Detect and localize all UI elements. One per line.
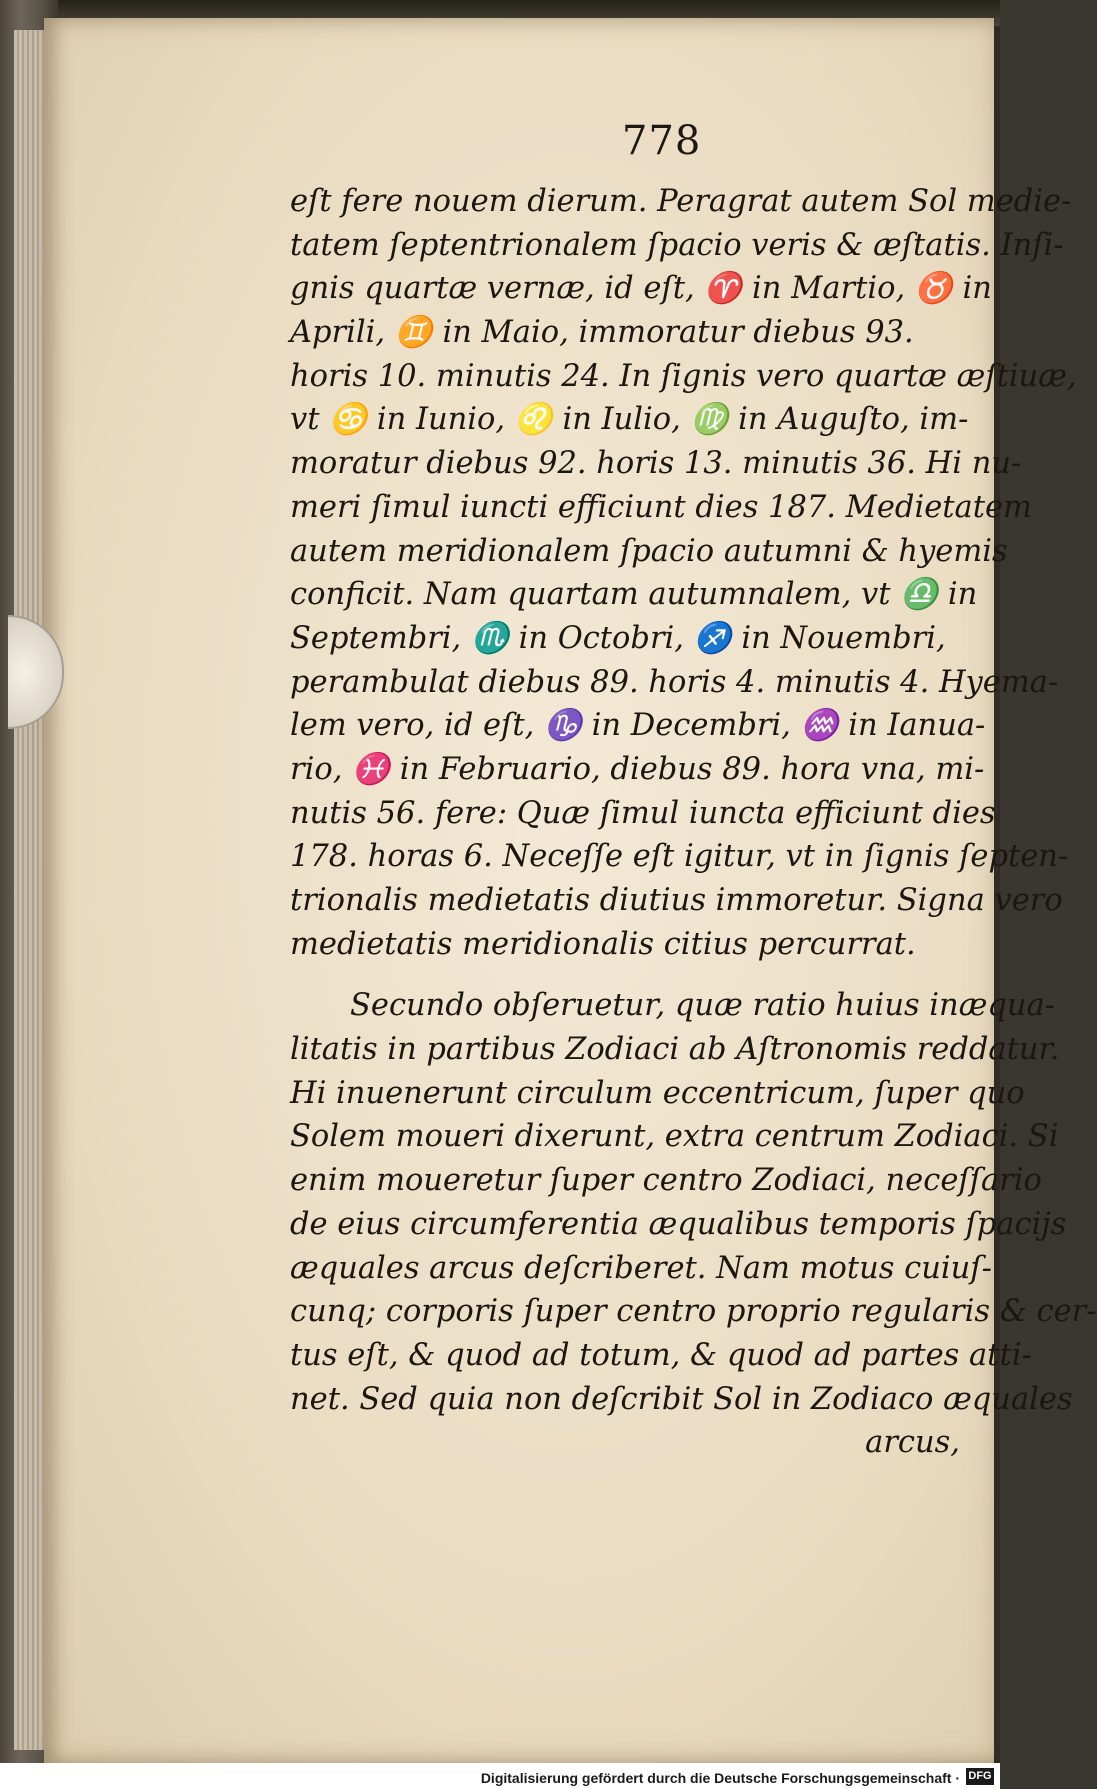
text-line: 178. horas 6. Neceſſe eſt igitur, vt in ſignis ſepten- [290, 839, 1069, 875]
text-line: tatem ſeptentrionalem ſpacio veris & æſtatis. Inſi- [290, 227, 1064, 263]
text-line: Septembri, ♏ in Octobri, ♐ in Nouembri, [290, 620, 946, 656]
text-line: enim moueretur ſuper centro Zodiaci, neceſſario [290, 1163, 1042, 1199]
text-line: net. Sed quia non deſcribit Sol in Zodiaco æquales [290, 1381, 1073, 1417]
text-line: Secundo obſeruetur, quæ ratio huius inæqua- [350, 988, 1056, 1024]
text-line: Solem moueri dixerunt, extra centrum Zodiaci. Si [290, 1119, 1059, 1155]
text-line: vt ♋ in Iunio, ♌ in Iulio, ♍ in Auguſto, im- [290, 402, 969, 438]
text-line: perambulat diebus 89. horis 4. minutis 4. Hyema- [290, 664, 1059, 700]
text-line: Hi inuenerunt circulum eccentricum, ſuper quo [290, 1075, 1025, 1111]
text-line: tus eſt, & quod ad totum, & quod ad partes atti- [290, 1337, 1032, 1373]
text-line: trionalis medietatis diutius immoretur. Signa vero [290, 883, 1063, 918]
text-line: conficit. Nam quartam autumnalem, vt ♎ in [290, 577, 978, 613]
catchword: arcus, [865, 1425, 960, 1461]
footer-bar [0, 1763, 1000, 1789]
text-line: gnis quartæ vernæ, id eſt, ♈ in Martio, ♉ in [290, 271, 992, 307]
text-line: autem meridionalem ſpacio autumni & hyemis [290, 533, 1008, 569]
text-line: meri ſimul iuncti efficiunt dies 187. Medietatem [290, 489, 1032, 525]
text-line: litatis in partibus Zodiaci ab Aſtronomis reddatur. [290, 1032, 1060, 1068]
text-line: horis 10. minutis 24. In ſignis vero quartæ æſtiuæ, [290, 358, 1077, 394]
text-line: eſt fere nouem dierum. Peragrat autem Sol medie- [290, 184, 1072, 219]
text-line: rio, ♓ in Februario, diebus 89. hora vna, mi- [290, 751, 985, 787]
text-line: de eius circumferentia æqualibus temporis ſpaciјs [290, 1206, 1067, 1242]
text-line: cunq; corporis ſuper centro proprio regularis & cer- [290, 1294, 1097, 1330]
text-line: lem vero, id eſt, ♑ in Decembri, ♒ in Ianua- [290, 708, 986, 744]
text-line: medietatis meridionalis citius percurrat. [290, 926, 916, 962]
text-line: Aprili, ♊ in Maio, immoratur diebus 93. [290, 315, 914, 351]
paragraph-gap [290, 966, 970, 984]
text-line: nutis 56. fere: Quæ ſimul iuncta efficiunt dies [290, 795, 996, 831]
text-line: æquales arcus deſcriberet. Nam motus cuiuſ- [290, 1250, 992, 1286]
page-number: 778 [622, 118, 702, 164]
dfg-logo-icon: DFG [966, 1768, 994, 1785]
footer-credit: Digitalisierung gefördert durch die Deutsche Forschungsgemeinschaft · [480, 1770, 960, 1786]
text-line: moratur diebus 92. horis 13. minutis 36. Hi nu- [290, 446, 1022, 482]
page-text [290, 180, 1097, 1465]
